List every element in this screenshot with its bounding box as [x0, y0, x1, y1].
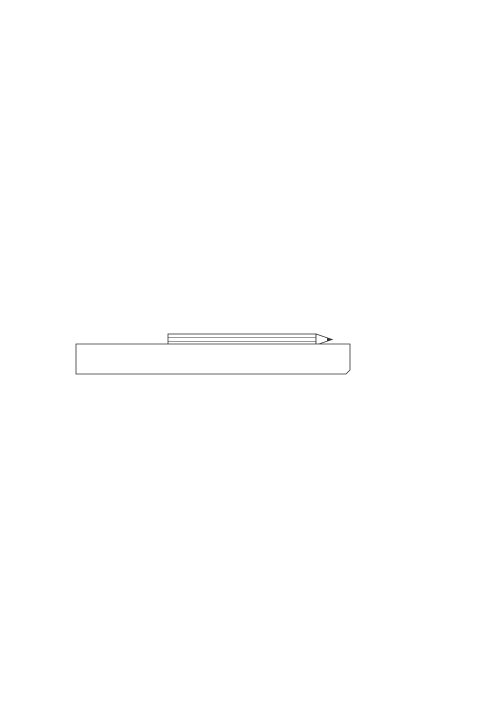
ruler: [76, 344, 350, 374]
clock-2: [156, 60, 204, 108]
pencil: [168, 334, 333, 345]
ruler-figure: [74, 330, 354, 378]
clock-1: [73, 60, 121, 108]
clock-3: [240, 60, 288, 108]
